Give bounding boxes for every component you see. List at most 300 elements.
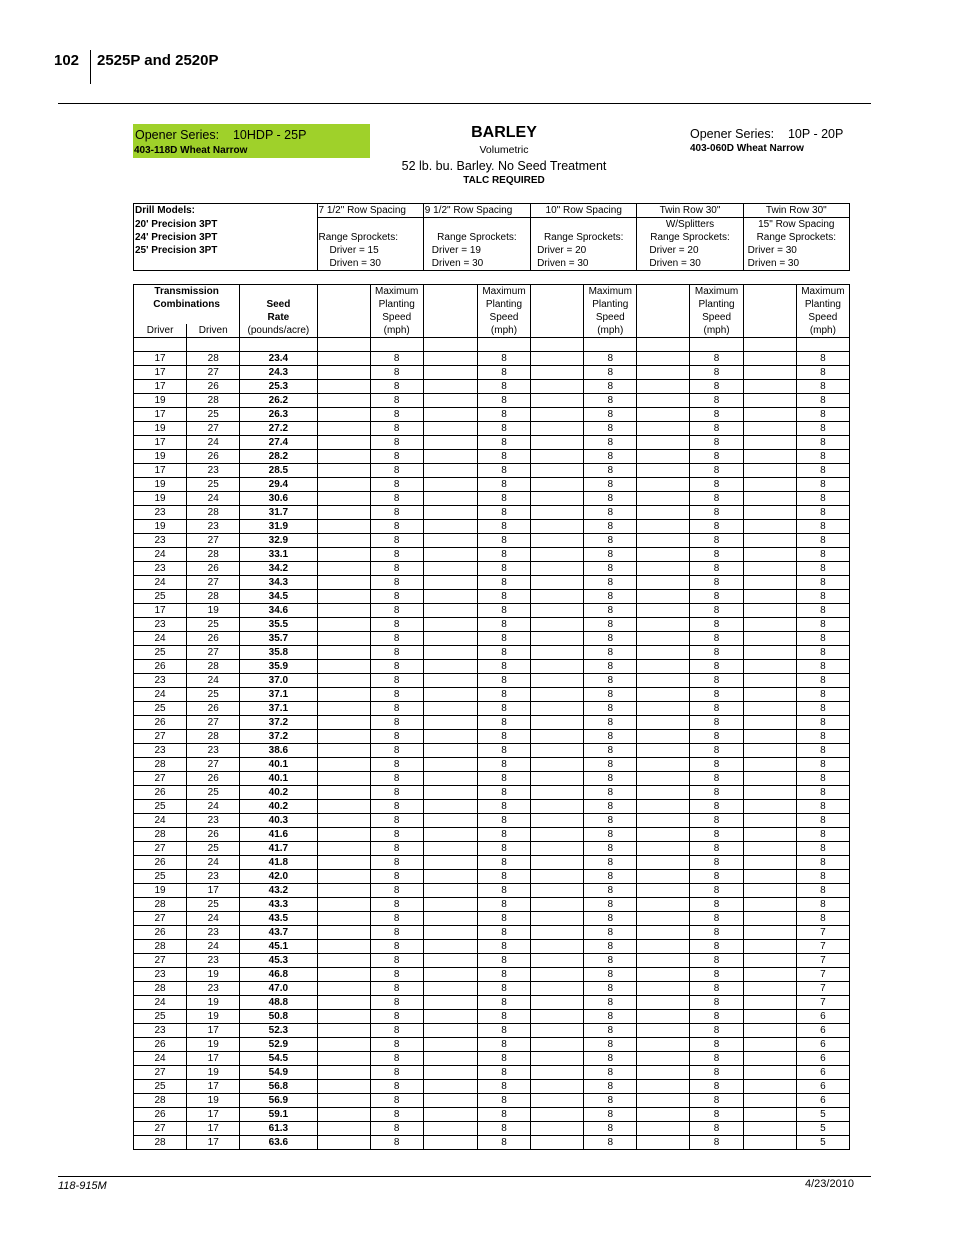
mph-label-1: (mph) xyxy=(477,324,530,338)
speed-9-5-cell: 8 xyxy=(477,856,530,870)
speed-twin-splitters-cell: 8 xyxy=(690,786,743,800)
blank-cell xyxy=(743,492,796,506)
speed-twin-15-cell: 7 xyxy=(796,940,849,954)
blank-cell xyxy=(317,394,370,408)
blank-cell xyxy=(423,366,477,380)
driver-cell: 23 xyxy=(134,674,187,688)
driven-cell: 24 xyxy=(187,674,240,688)
blank-cell xyxy=(317,772,370,786)
speed-label-4: Speed xyxy=(796,311,849,324)
blank-cell xyxy=(423,912,477,926)
speed-9-5-cell: 8 xyxy=(477,562,530,576)
spacing-1-range: Range Sprockets: xyxy=(423,231,530,244)
blank-cell xyxy=(637,1052,690,1066)
speed-10-cell: 8 xyxy=(584,1066,637,1080)
speed-twin-splitters-cell: 8 xyxy=(690,576,743,590)
blank-cell xyxy=(531,660,584,674)
blank-cell xyxy=(423,534,477,548)
blank-cell xyxy=(423,716,477,730)
blank-cell xyxy=(637,1066,690,1080)
table-row xyxy=(134,674,850,688)
blank-cell xyxy=(423,436,477,450)
speed-10-cell: 8 xyxy=(584,660,637,674)
seed-rate-cell: 38.6 xyxy=(240,744,317,758)
speed-twin-splitters-cell: 8 xyxy=(690,702,743,716)
speed-twin-splitters-cell: 8 xyxy=(690,604,743,618)
blank-cell xyxy=(423,352,477,366)
blank-cell xyxy=(317,632,370,646)
blank-cell xyxy=(531,632,584,646)
spacing-2-line1: 10" Row Spacing xyxy=(531,204,637,218)
table-row xyxy=(134,562,850,576)
blank-cell xyxy=(423,492,477,506)
blank-cell xyxy=(531,814,584,828)
speed-twin-15-cell: 6 xyxy=(796,1080,849,1094)
blank-cell xyxy=(637,660,690,674)
speed-9-5-cell: 8 xyxy=(477,1038,530,1052)
blank-cell xyxy=(637,828,690,842)
blank-cell xyxy=(637,450,690,464)
speed-twin-15-cell: 8 xyxy=(796,506,849,520)
speed-label-2: Speed xyxy=(584,311,637,324)
blank-cell xyxy=(743,562,796,576)
blank-cell xyxy=(317,520,370,534)
speed-10-cell: 8 xyxy=(584,632,637,646)
driver-cell: 26 xyxy=(134,786,187,800)
table-row xyxy=(134,464,850,478)
drill-models-label: Drill Models: xyxy=(134,204,318,218)
seed-rate-cell: 50.8 xyxy=(240,1010,317,1024)
seed-rate-cell: 28.5 xyxy=(240,464,317,478)
speed-7-5-cell: 8 xyxy=(370,786,423,800)
speed-twin-splitters-cell: 8 xyxy=(690,898,743,912)
blank-cell xyxy=(317,366,370,380)
spacing-0-driven: Driven = 30 xyxy=(317,257,423,271)
blank-cell xyxy=(743,800,796,814)
blank-cell xyxy=(423,814,477,828)
blank-cell xyxy=(637,744,690,758)
table-row xyxy=(134,380,850,394)
blank-cell xyxy=(423,506,477,520)
blank-cell xyxy=(317,590,370,604)
document-number: 118-915M xyxy=(58,1180,107,1192)
speed-7-5-cell: 8 xyxy=(370,1080,423,1094)
driver-cell: 28 xyxy=(134,758,187,772)
seed-rate-cell: 29.4 xyxy=(240,478,317,492)
spacing-3-range: Range Sprockets: xyxy=(637,231,743,244)
speed-9-5-cell: 8 xyxy=(477,688,530,702)
blank-cell xyxy=(637,772,690,786)
max-label-2: Maximum xyxy=(584,285,637,299)
speed-9-5-cell: 8 xyxy=(477,884,530,898)
blank-cell xyxy=(317,1010,370,1024)
seed-rate-cell: 27.2 xyxy=(240,422,317,436)
driver-cell: 23 xyxy=(134,562,187,576)
speed-9-5-cell: 8 xyxy=(477,1010,530,1024)
blank-cell xyxy=(531,1038,584,1052)
blank-cell xyxy=(423,590,477,604)
blank-cell xyxy=(743,898,796,912)
blank-cell xyxy=(531,618,584,632)
spacing-2-range: Range Sprockets: xyxy=(531,231,637,244)
table-row xyxy=(134,548,850,562)
speed-7-5-cell: 8 xyxy=(370,450,423,464)
opener-right-part: 403-060D Wheat Narrow xyxy=(690,143,804,154)
seed-rate-cell: 45.3 xyxy=(240,954,317,968)
blank-cell xyxy=(317,814,370,828)
blank-cell xyxy=(637,604,690,618)
speed-10-cell: 8 xyxy=(584,688,637,702)
table-row xyxy=(134,688,850,702)
speed-9-5-cell: 8 xyxy=(477,492,530,506)
blank-cell xyxy=(317,506,370,520)
blank-cell xyxy=(637,870,690,884)
seed-rate-table xyxy=(133,203,850,1150)
blank-cell xyxy=(531,1094,584,1108)
blank-cell xyxy=(317,674,370,688)
driver-cell: 28 xyxy=(134,1136,187,1150)
blank-cell xyxy=(423,478,477,492)
driven-cell: 27 xyxy=(187,758,240,772)
max-label-0: Maximum xyxy=(370,285,423,299)
table-row xyxy=(134,646,850,660)
blank-cell xyxy=(317,408,370,422)
blank-cell xyxy=(531,800,584,814)
speed-twin-15-cell: 7 xyxy=(796,968,849,982)
seed-rate-cell: 37.1 xyxy=(240,702,317,716)
seed-rate-cell: 41.6 xyxy=(240,828,317,842)
blank-cell xyxy=(423,730,477,744)
speed-twin-15-cell: 7 xyxy=(796,926,849,940)
table-row xyxy=(134,842,850,856)
driver-cell: 24 xyxy=(134,688,187,702)
seed-rate-cell: 28.2 xyxy=(240,450,317,464)
speed-7-5-cell: 8 xyxy=(370,520,423,534)
table-row xyxy=(134,618,850,632)
speed-twin-splitters-cell: 8 xyxy=(690,1080,743,1094)
speed-twin-splitters-cell: 8 xyxy=(690,1024,743,1038)
spacing-0-line1: 7 1/2" Row Spacing xyxy=(317,204,423,218)
speed-9-5-cell: 8 xyxy=(477,828,530,842)
seed-rate-cell: 43.3 xyxy=(240,898,317,912)
blank-cell xyxy=(531,1108,584,1122)
table-row xyxy=(134,814,850,828)
blank-cell xyxy=(531,562,584,576)
blank-cell xyxy=(531,758,584,772)
table-row xyxy=(134,408,850,422)
blank-cell xyxy=(317,968,370,982)
speed-10-cell: 8 xyxy=(584,758,637,772)
speed-twin-15-cell: 8 xyxy=(796,842,849,856)
driver-cell: 27 xyxy=(134,772,187,786)
crop-heading xyxy=(390,124,618,186)
speed-twin-splitters-cell: 8 xyxy=(690,1038,743,1052)
driver-cell: 27 xyxy=(134,1066,187,1080)
table-row xyxy=(134,590,850,604)
blank-cell xyxy=(317,926,370,940)
blank-cell xyxy=(743,408,796,422)
blank-cell xyxy=(743,1052,796,1066)
blank-cell xyxy=(637,366,690,380)
speed-twin-splitters-cell: 8 xyxy=(690,618,743,632)
speed-9-5-cell: 8 xyxy=(477,436,530,450)
blank-cell xyxy=(317,758,370,772)
speed-9-5-cell: 8 xyxy=(477,1080,530,1094)
blank-cell xyxy=(531,408,584,422)
driven-cell: 17 xyxy=(187,1136,240,1150)
speed-9-5-cell: 8 xyxy=(477,968,530,982)
driven-cell: 23 xyxy=(187,926,240,940)
driven-cell: 28 xyxy=(187,590,240,604)
speed-twin-15-cell: 8 xyxy=(796,702,849,716)
speed-7-5-cell: 8 xyxy=(370,898,423,912)
speed-10-cell: 8 xyxy=(584,352,637,366)
spacing-3-line2: W/Splitters xyxy=(637,218,743,232)
speed-7-5-cell: 8 xyxy=(370,492,423,506)
speed-10-cell: 8 xyxy=(584,436,637,450)
spacing-2-line2 xyxy=(531,218,637,232)
speed-9-5-cell: 8 xyxy=(477,576,530,590)
planting-label-2: Planting xyxy=(584,298,637,311)
blank-cell xyxy=(743,1080,796,1094)
speed-twin-15-cell: 6 xyxy=(796,1066,849,1080)
blank-cell xyxy=(531,1122,584,1136)
driver-cell: 25 xyxy=(134,702,187,716)
blank-cell xyxy=(743,1010,796,1024)
blank-cell xyxy=(423,702,477,716)
speed-7-5-cell: 8 xyxy=(370,912,423,926)
blank-cell xyxy=(423,898,477,912)
blank-cell xyxy=(531,982,584,996)
blank-cell xyxy=(317,716,370,730)
blank-cell xyxy=(637,884,690,898)
speed-7-5-cell: 8 xyxy=(370,618,423,632)
speed-10-cell: 8 xyxy=(584,478,637,492)
speed-twin-15-cell: 8 xyxy=(796,548,849,562)
blank-cell xyxy=(637,394,690,408)
blank-cell xyxy=(531,394,584,408)
speed-twin-15-cell: 8 xyxy=(796,646,849,660)
speed-9-5-cell: 8 xyxy=(477,786,530,800)
blank-cell xyxy=(531,926,584,940)
blank-cell xyxy=(743,1024,796,1038)
speed-7-5-cell: 8 xyxy=(370,758,423,772)
driven-cell: 26 xyxy=(187,828,240,842)
driver-cell: 25 xyxy=(134,1010,187,1024)
driven-cell: 19 xyxy=(187,1066,240,1080)
blank-cell xyxy=(423,450,477,464)
seed-label-blank xyxy=(240,285,317,299)
table-row xyxy=(134,912,850,926)
speed-10-cell: 8 xyxy=(584,674,637,688)
speed-twin-15-cell: 8 xyxy=(796,730,849,744)
blank-cell xyxy=(743,1066,796,1080)
mph-label-4: (mph) xyxy=(796,324,849,338)
driver-cell: 23 xyxy=(134,1024,187,1038)
blank-cell xyxy=(531,436,584,450)
table-row xyxy=(134,1094,850,1108)
spacing-4-range: Range Sprockets: xyxy=(743,231,849,244)
speed-10-cell: 8 xyxy=(584,842,637,856)
blank-cell xyxy=(317,1066,370,1080)
blank-cell xyxy=(423,884,477,898)
speed-twin-splitters-cell: 8 xyxy=(690,828,743,842)
speed-twin-splitters-cell: 8 xyxy=(690,842,743,856)
table-row xyxy=(134,478,850,492)
blank-cell xyxy=(743,954,796,968)
speed-twin-splitters-cell: 8 xyxy=(690,646,743,660)
speed-twin-15-cell: 8 xyxy=(796,576,849,590)
table-row xyxy=(134,926,850,940)
speed-twin-15-cell: 8 xyxy=(796,632,849,646)
seed-rate-cell: 33.1 xyxy=(240,548,317,562)
blank-cell xyxy=(743,884,796,898)
blank-cell xyxy=(743,366,796,380)
seed-rate-cell: 52.3 xyxy=(240,1024,317,1038)
speed-twin-15-cell: 8 xyxy=(796,590,849,604)
driven-cell: 23 xyxy=(187,744,240,758)
blank-cell xyxy=(637,408,690,422)
speed-twin-15-cell: 8 xyxy=(796,674,849,688)
blank-cell xyxy=(637,1094,690,1108)
speed-9-5-cell: 8 xyxy=(477,422,530,436)
speed-9-5-cell: 8 xyxy=(477,632,530,646)
blank-cell xyxy=(317,380,370,394)
speed-twin-15-cell: 8 xyxy=(796,534,849,548)
speed-twin-15-cell: 8 xyxy=(796,898,849,912)
table-row xyxy=(134,506,850,520)
speed-7-5-cell: 8 xyxy=(370,996,423,1010)
blank-cell xyxy=(743,352,796,366)
driver-cell: 24 xyxy=(134,1052,187,1066)
driver-cell: 23 xyxy=(134,968,187,982)
blank-cell xyxy=(317,604,370,618)
driver-cell: 28 xyxy=(134,982,187,996)
speed-9-5-cell: 8 xyxy=(477,1122,530,1136)
blank-cell xyxy=(743,702,796,716)
driver-cell: 24 xyxy=(134,632,187,646)
speed-twin-15-cell: 7 xyxy=(796,954,849,968)
speed-10-cell: 8 xyxy=(584,814,637,828)
speed-9-5-cell: 8 xyxy=(477,352,530,366)
blank-cell xyxy=(531,366,584,380)
blank-cell xyxy=(743,926,796,940)
speed-twin-15-cell: 8 xyxy=(796,814,849,828)
speed-7-5-cell: 8 xyxy=(370,394,423,408)
driven-cell: 27 xyxy=(187,422,240,436)
speed-9-5-cell: 8 xyxy=(477,702,530,716)
speed-7-5-cell: 8 xyxy=(370,1038,423,1052)
speed-7-5-cell: 8 xyxy=(370,674,423,688)
driver-cell: 24 xyxy=(134,996,187,1010)
driven-cell: 24 xyxy=(187,856,240,870)
speed-twin-splitters-cell: 8 xyxy=(690,1052,743,1066)
speed-9-5-cell: 8 xyxy=(477,478,530,492)
speed-twin-splitters-cell: 8 xyxy=(690,940,743,954)
speed-twin-15-cell: 8 xyxy=(796,352,849,366)
speed-twin-15-cell: 6 xyxy=(796,1094,849,1108)
speed-twin-15-cell: 8 xyxy=(796,828,849,842)
speed-7-5-cell: 8 xyxy=(370,506,423,520)
mph-label-2: (mph) xyxy=(584,324,637,338)
blank-cell xyxy=(637,898,690,912)
speed-twin-15-cell: 8 xyxy=(796,688,849,702)
max-label-1: Maximum xyxy=(477,285,530,299)
driver-cell: 28 xyxy=(134,940,187,954)
seed-rate-cell: 40.2 xyxy=(240,800,317,814)
table-row xyxy=(134,856,850,870)
blank-cell xyxy=(637,814,690,828)
planting-label-1: Planting xyxy=(477,298,530,311)
blank-cell xyxy=(317,996,370,1010)
seed-rate-cell: 37.2 xyxy=(240,730,317,744)
speed-twin-splitters-cell: 8 xyxy=(690,492,743,506)
blank-cell xyxy=(317,660,370,674)
blank-cell xyxy=(637,1108,690,1122)
blank-cell xyxy=(423,1010,477,1024)
blank-cell xyxy=(531,422,584,436)
blank-cell xyxy=(423,674,477,688)
driver-cell: 27 xyxy=(134,1122,187,1136)
speed-9-5-cell: 8 xyxy=(477,1108,530,1122)
speed-twin-splitters-cell: 8 xyxy=(690,464,743,478)
metering-type: Volumetric xyxy=(479,144,529,156)
drill-models-blank xyxy=(134,257,318,271)
opener-series-right xyxy=(690,127,843,154)
blank-cell xyxy=(423,1024,477,1038)
speed-7-5-cell: 8 xyxy=(370,940,423,954)
blank-cell xyxy=(531,534,584,548)
speed-9-5-cell: 8 xyxy=(477,870,530,884)
blank-cell xyxy=(423,842,477,856)
speed-9-5-cell: 8 xyxy=(477,646,530,660)
speed-7-5-cell: 8 xyxy=(370,604,423,618)
seed-rate-cell: 56.9 xyxy=(240,1094,317,1108)
speed-9-5-cell: 8 xyxy=(477,660,530,674)
driver-cell: 27 xyxy=(134,954,187,968)
speed-twin-splitters-cell: 8 xyxy=(690,758,743,772)
blank-cell xyxy=(317,1108,370,1122)
blank-cell xyxy=(317,954,370,968)
seed-rate-cell: 35.8 xyxy=(240,646,317,660)
blank-cell xyxy=(743,1038,796,1052)
speed-10-cell: 8 xyxy=(584,1094,637,1108)
speed-10-cell: 8 xyxy=(584,590,637,604)
speed-9-5-cell: 8 xyxy=(477,394,530,408)
seed-rate-cell: 31.7 xyxy=(240,506,317,520)
driven-cell: 24 xyxy=(187,800,240,814)
table-row xyxy=(134,604,850,618)
driver-cell: 19 xyxy=(134,478,187,492)
blank-cell xyxy=(743,394,796,408)
speed-9-5-cell: 8 xyxy=(477,814,530,828)
driven-cell: 28 xyxy=(187,506,240,520)
blank-cell xyxy=(637,940,690,954)
blank-cell xyxy=(423,1136,477,1150)
speed-10-cell: 8 xyxy=(584,1010,637,1024)
speed-10-cell: 8 xyxy=(584,576,637,590)
speed-twin-splitters-cell: 8 xyxy=(690,674,743,688)
speed-twin-15-cell: 8 xyxy=(796,744,849,758)
spacing-1-driven: Driven = 30 xyxy=(423,257,530,271)
table-row xyxy=(134,1024,850,1038)
table-row xyxy=(134,492,850,506)
driven-cell: 25 xyxy=(187,478,240,492)
driver-cell: 17 xyxy=(134,604,187,618)
driven-cell: 27 xyxy=(187,716,240,730)
speed-twin-splitters-cell: 8 xyxy=(690,408,743,422)
blank-cell xyxy=(743,604,796,618)
